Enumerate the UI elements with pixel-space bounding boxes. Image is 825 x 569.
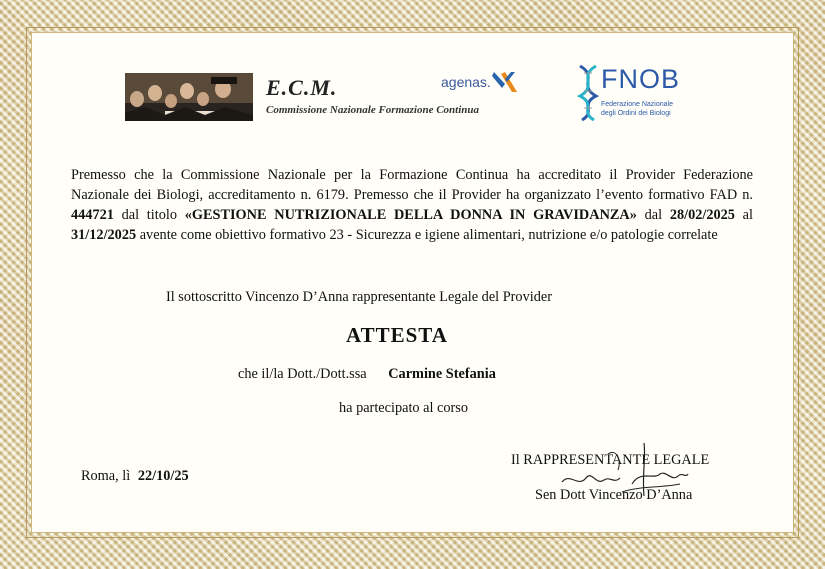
place-date <box>81 468 189 485</box>
participated-line: ha partecipato al corso <box>339 400 469 416</box>
ecm-painting-logo <box>125 73 253 121</box>
accreditation-paragraph: Premesso che la Commissione Nazionale per la Formazione Continua ha accreditato il Provider Federazione Nazionale dei Biologi, accreditamento n. 6179. Premesso che il Provider ha organizzato l’evento formativo FAD n. 444721 dal titolo «GESTIONE NUTRIZIONALE DELLA DONNA IN GRAVIDANZA» dal 28/02/2025 al 31/12/2025 avente come obiettivo formativo 23 - Sicurezza e igiene alimentari, nutrizione e/o patologie correlate <box>71 167 753 243</box>
recipient-prefix: che il/la Dott./Dott.ssa <box>238 366 367 382</box>
issue-date: 22/10/25 <box>137 468 189 484</box>
recipient-line <box>238 366 496 383</box>
event-number: 444721 <box>71 207 114 223</box>
attesta-heading: ATTESTA <box>346 323 448 347</box>
fnob-dna-icon <box>576 64 600 122</box>
handwritten-signature <box>560 440 690 502</box>
fnob-logo-text: FNOB <box>601 64 681 94</box>
fnob-subtitle-line1: Federazione Nazionale <box>601 101 673 108</box>
ecm-subtitle: Commissione Nazionale Formazione Continua <box>266 104 480 116</box>
date-to: 31/12/2025 <box>71 227 137 243</box>
representative-name: Sen Dott Vincenzo D’Anna <box>535 487 693 503</box>
recipient-name: Carmine Stefania <box>388 366 496 382</box>
undersigned-line: Il sottoscritto Vincenzo D’Anna rappresentante Legale del Provider <box>166 289 552 305</box>
agenas-logo-text: agenas. <box>441 74 491 90</box>
date-from: 28/02/2025 <box>669 207 735 223</box>
place-label: Roma, lì <box>81 468 131 484</box>
ecm-title: E.C.M. <box>266 75 338 100</box>
agenas-mark-icon <box>491 68 519 96</box>
event-title: «GESTIONE NUTRIZIONALE DELLA DONNA IN GRAVIDANZA» <box>184 207 637 223</box>
representative-title: Il RAPPRESENTANTE LEGALE <box>511 452 710 468</box>
fnob-subtitle-line2: degli Ordini dei Biologi <box>601 110 671 117</box>
